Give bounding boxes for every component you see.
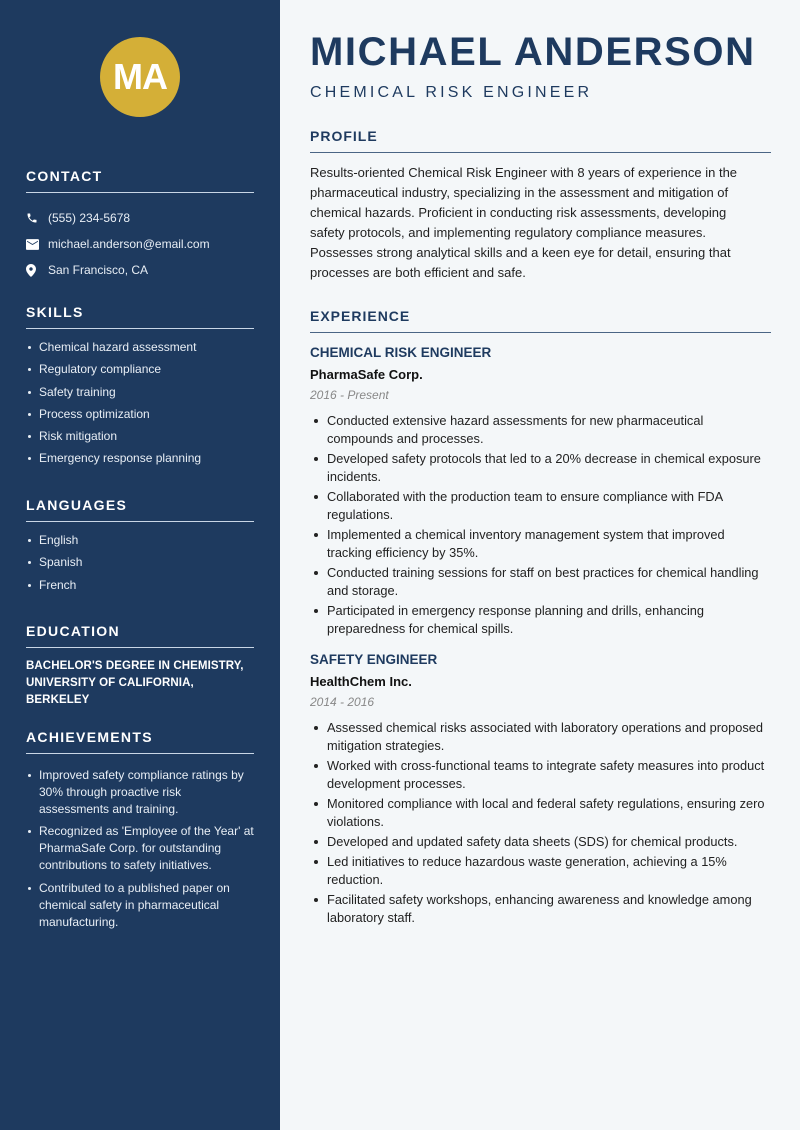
job-bullet: Developed safety protocols that led to a 20% decrease in chemical exposure incidents. (310, 450, 771, 486)
skills-list (26, 339, 254, 467)
contact-email (26, 231, 254, 257)
language-item: Spanish (26, 554, 254, 571)
job-dates: 2016 - Present (310, 388, 389, 402)
job-bullets (310, 412, 771, 638)
phone-icon (26, 212, 48, 224)
skill-item: Regulatory compliance (26, 361, 254, 378)
job-company: HealthChem Inc. (310, 674, 412, 689)
avatar-initials: MA (113, 56, 167, 97)
education-heading: EDUCATION (26, 623, 254, 648)
languages-heading: LANGUAGES (26, 497, 254, 522)
skill-item: Chemical hazard assessment (26, 339, 254, 356)
contact-phone (26, 205, 254, 231)
languages-list (26, 532, 254, 594)
achievement-item: Improved safety compliance ratings by 30% through proactive risk assessments and training. (26, 767, 254, 818)
contact-heading: CONTACT (26, 168, 254, 193)
achievement-item: Recognized as 'Employee of the Year' at PharmaSafe Corp. for outstanding contributions to safety initiatives. (26, 823, 254, 874)
contact-list (26, 205, 254, 283)
achievements-heading: ACHIEVEMENTS (26, 729, 254, 754)
job-title: SAFETY ENGINEER (310, 652, 438, 667)
contact-section (26, 168, 254, 283)
location-pin-icon (26, 264, 48, 277)
job-entry (310, 345, 771, 638)
profile-text: Results-oriented Chemical Risk Engineer with 8 years of experience in the pharmaceutical industry, specializing in the assessment and mitigation of chemical hazards. Proficient in conducting risk assessments, developing safety protocols, and implementing regulatory compliance measures. Possesses strong analytical skills and a keen eye for detail, ensuring that processes are both efficient and safe. (310, 165, 738, 280)
education-degree: BACHELOR'S DEGREE IN CHEMISTRY, UNIVERSITY OF CALIFORNIA, BERKELEY (26, 660, 244, 706)
contact-location (26, 257, 254, 283)
job-bullet: Conducted training sessions for staff on best practices for chemical handling and storage. (310, 564, 771, 600)
skill-item: Risk mitigation (26, 428, 254, 445)
job-bullet: Led initiatives to reduce hazardous waste generation, achieving a 15% reduction. (310, 853, 771, 889)
experience-heading: EXPERIENCE (310, 308, 771, 333)
job-bullet: Worked with cross-functional teams to integrate safety measures into product development processes. (310, 757, 771, 793)
job-title: CHEMICAL RISK ENGINEER (310, 345, 492, 360)
job-bullet: Developed and updated safety data sheets (SDS) for chemical products. (310, 833, 771, 851)
job-entry (310, 652, 771, 927)
sidebar (0, 0, 280, 1130)
location-text: San Francisco, CA (48, 263, 149, 277)
skill-item: Emergency response planning (26, 450, 254, 467)
job-bullet: Collaborated with the production team to ensure compliance with FDA regulations. (310, 488, 771, 524)
language-item: French (26, 577, 254, 594)
job-company: PharmaSafe Corp. (310, 367, 423, 382)
language-item: English (26, 532, 254, 549)
job-bullets (310, 719, 771, 927)
achievement-item: Contributed to a published paper on chemical safety in pharmaceutical manufacturing. (26, 880, 254, 931)
job-bullet: Facilitated safety workshops, enhancing awareness and knowledge among laboratory staff. (310, 891, 771, 927)
candidate-title: CHEMICAL RISK ENGINEER (310, 84, 593, 101)
job-bullet: Implemented a chemical inventory management system that improved tracking efficiency by 35%. (310, 526, 771, 562)
skill-item: Safety training (26, 384, 254, 401)
avatar (100, 37, 180, 117)
email-icon (26, 239, 48, 250)
phone-text[interactable]: (555) 234-5678 (48, 211, 131, 225)
profile-heading: PROFILE (310, 128, 771, 153)
profile-section (310, 128, 771, 283)
job-bullet: Assessed chemical risks associated with laboratory operations and proposed mitigation strategies. (310, 719, 771, 755)
email-text[interactable]: michael.anderson@email.com (48, 237, 210, 251)
job-dates: 2014 - 2016 (310, 695, 375, 709)
skills-heading: SKILLS (26, 304, 254, 329)
achievements-section (26, 729, 254, 936)
job-bullet: Monitored compliance with local and federal safety regulations, ensuring zero violations. (310, 795, 771, 831)
skill-item: Process optimization (26, 406, 254, 423)
job-bullet: Conducted extensive hazard assessments for new pharmaceutical compounds and processes. (310, 412, 771, 448)
achievements-list (26, 767, 254, 931)
experience-section (310, 308, 771, 929)
skills-section (26, 304, 254, 473)
education-section (26, 623, 254, 709)
languages-section (26, 497, 254, 599)
job-bullet: Participated in emergency response planning and drills, enhancing preparedness for chemical spills. (310, 602, 771, 638)
candidate-name: MICHAEL ANDERSON (310, 30, 756, 74)
